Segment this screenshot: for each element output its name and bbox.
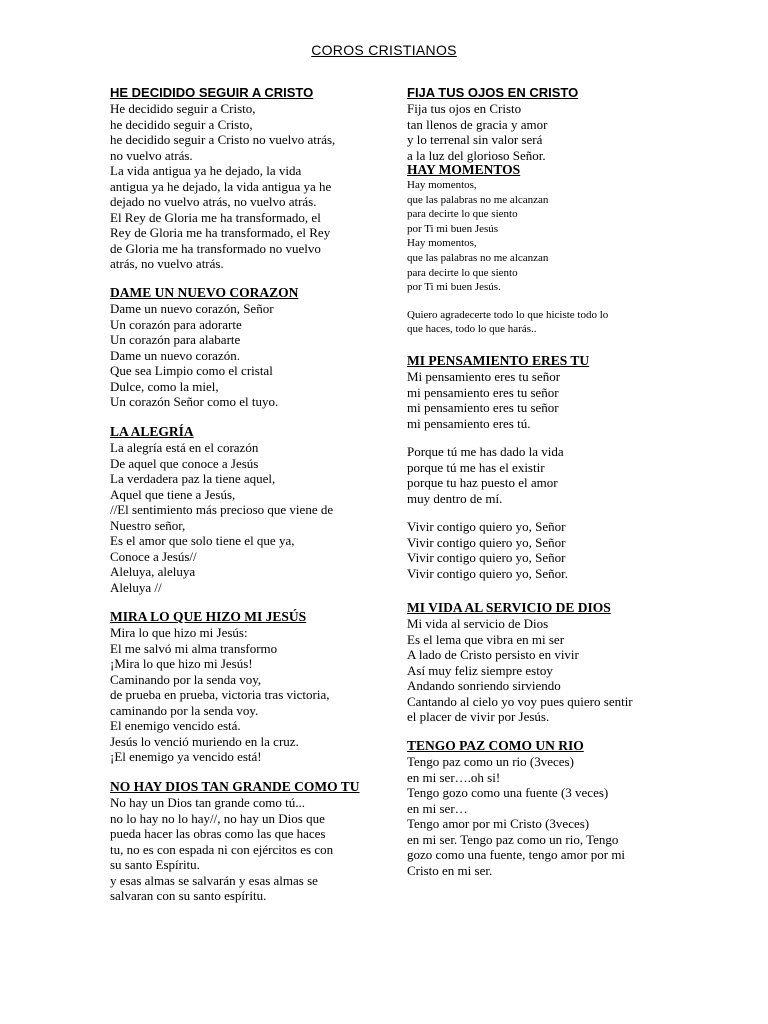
lyric-line: Mira lo que hizo mi Jesús: [110,625,248,640]
lyric-line: por Ti mi buen Jesús [407,222,499,235]
song-heading: MI PENSAMIENTO ERES TU [407,353,590,368]
lyric-line: tan llenos de gracia y amor [407,116,548,132]
lyric-line: ¡El enemigo ya vencido está! [110,749,262,764]
song-heading: DAME UN NUEVO CORAZON [110,285,299,300]
lyric-line: Vivir contigo quiero yo, Señor. [407,565,568,581]
lyric-line: mi pensamiento eres tu señor [407,400,559,415]
lyric-line: La vida antigua ya he dejado, la vida [110,163,302,178]
lyric-line: Así muy feliz siempre estoy [407,662,553,678]
lyric-line: no lo hay no lo hay//, no hay un Dios que [110,810,325,826]
lyric-line: Rey de Gloria me ha transformado, el Rey [110,225,331,240]
lyric-line: Conoce a Jesús// [110,548,197,564]
lyric-line: La verdadera paz la tiene aquel, [110,471,276,486]
lyric-line: Hay momentos, [407,237,477,250]
lyric-line: que haces, todo lo que harás.. [407,323,537,336]
lyric-line: Tengo paz como un rio (3veces) [407,754,574,769]
lyric-line: antigua ya he dejado, la vida antigua ya he [110,178,332,194]
lyric-line: A lado de Cristo persisto en vivir [407,647,579,662]
lyric-line: por Ti mi buen Jesús. [407,281,501,294]
lyric-line: salvaran con su santo espíritu. [110,888,267,903]
lyric-line: y esas almas se salvarán y esas almas se [110,872,318,888]
lyric-line: su santo Espíritu. [110,857,200,872]
lyric-line: No hay un Dios tan grande como tú... [110,795,305,810]
lyric-line: para decirte lo que siento [407,208,518,221]
lyric-line: ¡Mira lo que hizo mi Jesús! [110,656,253,671]
lyric-line: //El sentimiento más precioso que viene de [110,502,334,517]
song-mi-pensamiento [407,353,667,581]
song-no-hay-dios [110,779,370,904]
lyric-line: Vivir contigo quiero yo, Señor [407,550,566,565]
stanza-gap [407,431,667,444]
song-heading: TENGO PAZ COMO UN RIO [407,738,584,753]
song-heading: MI VIDA AL SERVICIO DE DIOS [407,600,611,615]
lyric-line: Vivir contigo quiero yo, Señor [407,519,566,534]
lyric-line: Quiero agradecerte todo lo que hiciste todo lo [407,308,609,321]
lyric-line: porque tú me has el existir [407,459,545,475]
lyric-line: Jesús lo venció muriendo en la cruz. [110,733,299,749]
lyric-line: Dame un nuevo corazón, Señor [110,301,274,316]
lyric-line: porque tu haz puesto el amor [407,475,558,490]
lyric-line: Porque tú me has dado la vida [407,444,564,459]
lyric-line: Aleluya, aleluya [110,564,196,579]
lyric-line: La alegría está en el corazón [110,440,259,455]
lyric-line: que las palabras no me alcanzan [407,193,549,206]
lyric-line: Aquel que tiene a Jesús, [110,486,236,502]
lyric-line: Tengo gozo como una fuente (3 veces) [407,785,609,800]
song-dame-un-nuevo-corazon [110,285,370,410]
lyric-line: gozo como una fuente, tengo amor por mi [407,847,626,862]
lyric-line: Vivir contigo quiero yo, Señor [407,534,566,550]
song-heading: LA ALEGRÍA [110,424,194,439]
lyric-line: Cantando al cielo yo voy pues quiero sentir [407,693,633,709]
lyric-line: Es el lema que vibra en mi ser [407,631,565,647]
song-he-decidido [110,85,370,272]
song-heading: HE DECIDIDO SEGUIR A CRISTO [110,85,314,100]
lyric-line: El enemigo vencido está. [110,718,241,733]
lyric-line: de Gloria me ha transformado no vuelvo [110,240,321,256]
lyric-line: que las palabras no me alcanzan [407,251,549,264]
song-mi-vida-al-servicio [407,600,667,725]
lyric-line: Que sea Limpio como el cristal [110,363,273,378]
lyric-line: El me salvó mi alma transformo [110,640,278,656]
lyric-line: mi pensamiento eres tu señor [407,384,559,400]
lyric-line: Cristo en mi ser. [407,862,493,878]
lyric-line: Fija tus ojos en Cristo [407,101,522,116]
lyric-line: Es el amor que solo tiene el que ya, [110,533,295,548]
lyric-line: muy dentro de mí. [407,490,503,506]
lyric-line: dejado no vuelvo atrás, no vuelvo atrás. [110,194,317,209]
lyric-line: y lo terrenal sin valor será [407,132,543,147]
lyric-line: Un corazón para adorarte [110,316,242,332]
lyric-line: el placer de vivir por Jesús. [407,709,550,724]
lyric-line: Caminando por la senda voy, [110,671,262,687]
song-fija-tus-ojos [407,85,667,163]
lyric-line: Hay momentos, [407,179,477,191]
lyric-line: de prueba en prueba, victoria tras victoria, [110,687,330,702]
lyric-line: De aquel que conoce a Jesús [110,455,259,471]
lyric-line: Tengo amor por mi Cristo (3veces) [407,816,590,831]
lyric-line: El Rey de Gloria me ha transformado, el [110,209,321,225]
lyric-line: Un corazón para alabarte [110,332,241,347]
lyric-line: Mi vida al servicio de Dios [407,616,549,631]
song-heading: FIJA TUS OJOS EN CRISTO [407,85,579,100]
lyric-line: Mi pensamiento eres tu señor [407,369,561,384]
lyric-line: para decirte lo que siento [407,266,518,279]
song-heading: MIRA LO QUE HIZO MI JESÚS [110,609,307,624]
lyric-line: Aleluya // [110,579,162,595]
lyric-line: en mi ser… [407,800,468,816]
song-tengo-paz [407,738,667,878]
lyric-line: caminando por la senda voy. [110,702,259,718]
lyric-line: Un corazón Señor como el tuyo. [110,394,279,409]
lyric-line: he decidido seguir a Cristo, [110,116,253,132]
lyric-line: He decidido seguir a Cristo, [110,101,256,116]
page-title: COROS CRISTIANOS [311,42,457,58]
lyric-line: a la luz del glorioso Señor. [407,147,546,163]
song-heading: HAY MOMENTOS [407,162,521,177]
lyric-line: en mi ser. Tengo paz como un rio, Tengo [407,831,619,847]
lyric-line: no vuelvo atrás. [110,147,193,163]
song-hay-momentos [407,162,667,337]
lyric-line: en mi ser….oh si! [407,769,501,785]
lyric-line: Dulce, como la miel, [110,378,219,394]
lyric-line: Andando sonriendo sirviendo [407,678,561,693]
lyric-line: Nuestro señor, [110,517,186,533]
lyric-line: he decidido seguir a Cristo no vuelvo atrás, [110,132,336,147]
stanza-gap [407,295,667,308]
lyric-line: pueda hacer las obras como las que haces [110,826,326,841]
lyric-line: mi pensamiento eres tú. [407,415,531,431]
lyric-line: tu, no es con espada ni con ejércitos es con [110,841,334,857]
stanza-gap [407,506,667,519]
lyric-line: atrás, no vuelvo atrás. [110,256,224,271]
song-mira-lo-que-hizo [110,609,370,765]
lyric-line: Dame un nuevo corazón. [110,347,240,363]
song-la-alegria [110,424,370,595]
song-heading: NO HAY DIOS TAN GRANDE COMO TU [110,779,360,794]
